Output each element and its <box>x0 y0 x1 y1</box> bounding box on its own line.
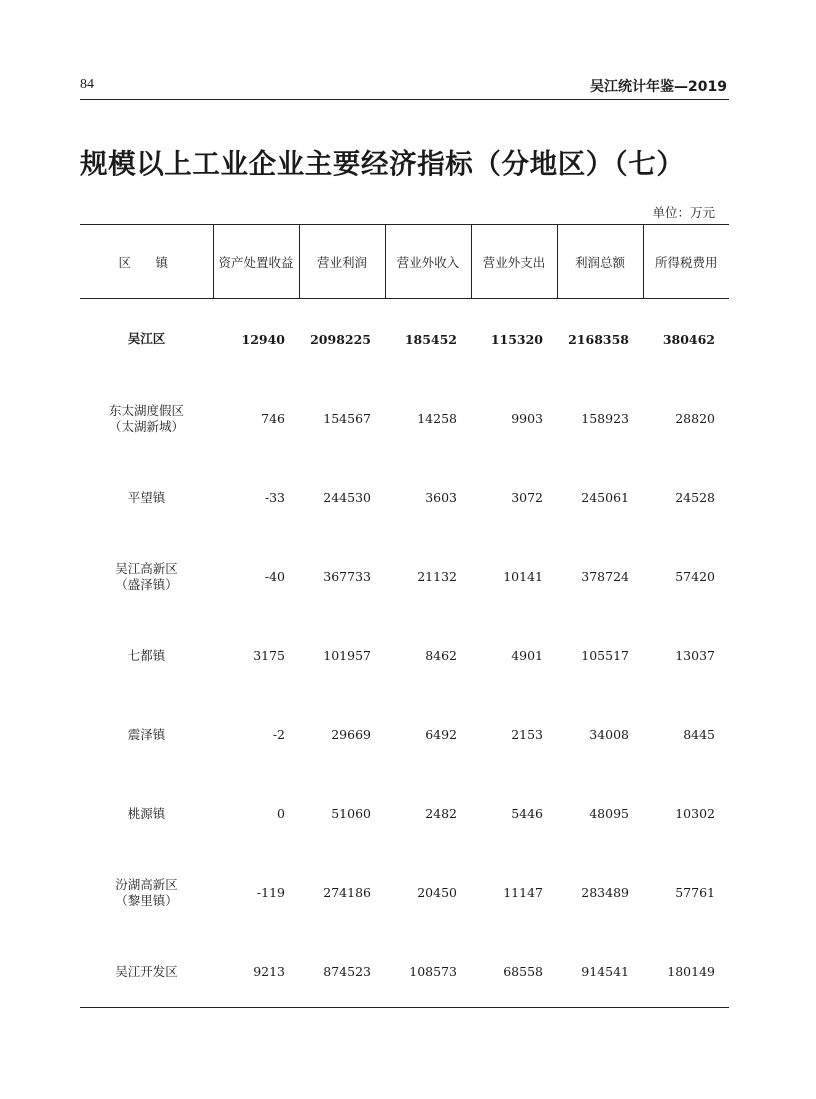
cell-non-operating-expense: 9903 <box>511 411 543 426</box>
table-row <box>80 932 729 1011</box>
cell-non-operating-expense: 10141 <box>503 569 543 584</box>
cell-income-tax-expense: 13037 <box>675 648 715 663</box>
cell-total-profit: 48095 <box>589 806 629 821</box>
area-name: 七都镇 <box>127 647 166 663</box>
running-title: 吴江统计年鉴—2019 <box>590 79 727 95</box>
row-area <box>80 299 213 380</box>
column-header-income-tax-expense: 所得税费用 <box>643 225 729 299</box>
row-area <box>80 695 213 774</box>
cell-operating-profit: 367733 <box>323 569 371 584</box>
area-subname: （黎里镇） <box>115 892 178 908</box>
cell-total-profit: 245061 <box>581 490 629 505</box>
cell-non-operating-income: 3603 <box>425 490 457 505</box>
row-area <box>80 616 213 695</box>
area-name: 桃源镇 <box>127 805 166 821</box>
cell-income-tax-expense: 8445 <box>683 727 715 742</box>
cell-non-operating-expense: 115320 <box>490 331 543 347</box>
row-area <box>80 932 213 1011</box>
cell-income-tax-expense: 10302 <box>675 806 715 821</box>
row-area <box>80 853 213 932</box>
cell-asset-disposal-income: -40 <box>264 569 285 584</box>
cell-non-operating-income: 14258 <box>417 411 457 426</box>
cell-non-operating-expense: 4901 <box>511 648 543 663</box>
area-name: 震泽镇 <box>127 726 166 742</box>
cell-non-operating-income: 108573 <box>409 964 457 979</box>
column-header-non-operating-expense: 营业外支出 <box>471 225 557 299</box>
cell-asset-disposal-income: -2 <box>272 727 285 742</box>
cell-non-operating-income: 8462 <box>425 648 457 663</box>
cell-non-operating-income: 185452 <box>404 331 457 347</box>
page-number: 84 <box>80 77 94 92</box>
page-title: 规模以上工业企业主要经济指标（分地区）（七） <box>80 148 685 180</box>
cell-asset-disposal-income: 0 <box>277 806 285 821</box>
cell-income-tax-expense: 380462 <box>662 331 715 347</box>
cell-asset-disposal-income: 9213 <box>253 964 285 979</box>
area-name: 平望镇 <box>127 489 166 505</box>
area-subname: （盛泽镇） <box>115 576 178 592</box>
table-row <box>80 458 729 537</box>
table-row <box>80 379 729 458</box>
cell-total-profit: 378724 <box>581 569 629 584</box>
column-header-area: 区 镇 <box>80 225 213 299</box>
cell-operating-profit: 101957 <box>323 648 371 663</box>
table-row <box>80 853 729 932</box>
cell-total-profit: 283489 <box>581 885 629 900</box>
cell-operating-profit: 29669 <box>331 727 371 742</box>
cell-operating-profit: 51060 <box>331 806 371 821</box>
row-area <box>80 379 213 458</box>
table-row <box>80 537 729 616</box>
table-row <box>80 695 729 774</box>
column-header-total-profit: 利润总额 <box>557 225 643 299</box>
unit-label: 单位：万元 <box>652 205 715 220</box>
cell-income-tax-expense: 24528 <box>675 490 715 505</box>
table-row <box>80 774 729 853</box>
cell-asset-disposal-income: 746 <box>261 411 285 426</box>
cell-total-profit: 914541 <box>581 964 629 979</box>
row-area <box>80 458 213 537</box>
column-header-asset-disposal-income: 资产处置收益 <box>213 225 299 299</box>
cell-asset-disposal-income: 12940 <box>241 331 285 347</box>
header-rule <box>80 99 729 100</box>
area-name: 吴江开发区 <box>115 963 178 979</box>
cell-non-operating-income: 2482 <box>425 806 457 821</box>
row-area <box>80 774 213 853</box>
area-name: 吴江区 <box>127 331 166 346</box>
area-name: 东太湖度假区 <box>108 402 184 418</box>
cell-operating-profit: 244530 <box>323 490 371 505</box>
area-name: 吴江高新区 <box>115 560 178 576</box>
column-header-non-operating-income: 营业外收入 <box>385 225 471 299</box>
cell-non-operating-expense: 2153 <box>511 727 543 742</box>
area-subname: （太湖新城） <box>108 418 184 434</box>
cell-asset-disposal-income: -119 <box>256 885 285 900</box>
cell-total-profit: 105517 <box>581 648 629 663</box>
cell-non-operating-expense: 11147 <box>503 885 543 900</box>
cell-total-profit: 158923 <box>581 411 629 426</box>
cell-income-tax-expense: 57761 <box>675 885 715 900</box>
cell-non-operating-income: 20450 <box>417 885 457 900</box>
table-row <box>80 616 729 695</box>
cell-total-profit: 2168358 <box>568 331 629 347</box>
cell-income-tax-expense: 28820 <box>675 411 715 426</box>
cell-total-profit: 34008 <box>589 727 629 742</box>
cell-non-operating-expense: 5446 <box>511 806 543 821</box>
cell-operating-profit: 874523 <box>323 964 371 979</box>
table-bottom-rule <box>80 1007 729 1008</box>
cell-asset-disposal-income: 3175 <box>253 648 285 663</box>
indicator-table <box>80 224 729 1011</box>
row-area <box>80 537 213 616</box>
cell-non-operating-expense: 68558 <box>503 964 543 979</box>
cell-operating-profit: 2098225 <box>310 331 371 347</box>
cell-non-operating-income: 21132 <box>417 569 457 584</box>
cell-income-tax-expense: 57420 <box>675 569 715 584</box>
cell-non-operating-expense: 3072 <box>511 490 543 505</box>
cell-income-tax-expense: 180149 <box>667 964 715 979</box>
cell-operating-profit: 154567 <box>323 411 371 426</box>
cell-asset-disposal-income: -33 <box>264 490 285 505</box>
cell-operating-profit: 274186 <box>323 885 371 900</box>
table-row <box>80 299 729 380</box>
column-header-operating-profit: 营业利润 <box>299 225 385 299</box>
area-name: 汾湖高新区 <box>115 876 178 892</box>
table-header-row <box>80 225 729 299</box>
cell-non-operating-income: 6492 <box>425 727 457 742</box>
